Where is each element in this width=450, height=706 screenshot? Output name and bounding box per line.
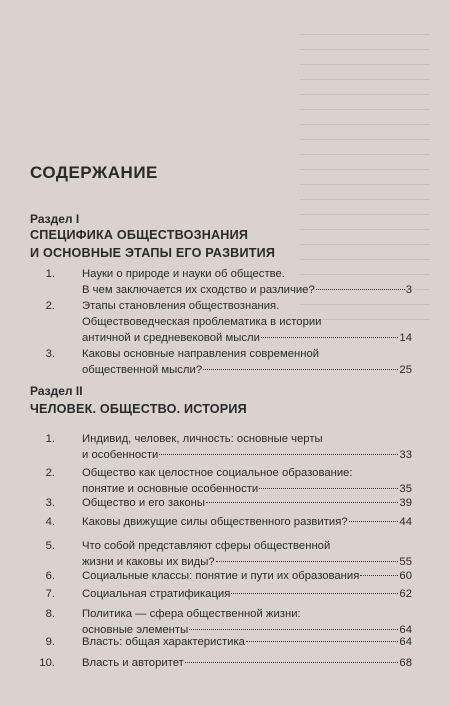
page-number: 62 bbox=[399, 588, 412, 600]
toc-entry-number: 8. bbox=[45, 608, 55, 620]
dot-leader bbox=[185, 662, 399, 663]
dot-leader bbox=[316, 289, 405, 290]
page-title: СОДЕРЖАНИЕ bbox=[30, 163, 158, 182]
toc-entry-title bbox=[82, 495, 412, 511]
dot-leader bbox=[206, 502, 398, 503]
toc-entry-line: Социальная стратификация bbox=[82, 588, 231, 600]
toc-entry-title bbox=[82, 538, 412, 570]
toc-entry-line: В чем заключается их сходство и различие? bbox=[82, 284, 315, 296]
toc-entry-line: Каковы движущие силы общественного развития? bbox=[82, 516, 348, 528]
toc-entry-line: Этапы становления обществознания. bbox=[82, 300, 280, 312]
toc-entry-title bbox=[82, 655, 412, 671]
toc-entry-line: Власть: общая характеристика bbox=[82, 636, 245, 648]
toc-entry-line: Науки о природе и науки об обществе. bbox=[82, 268, 285, 280]
toc-entry-number: 1. bbox=[45, 268, 55, 280]
toc-entry-line: Социальные классы: понятие и пути их образования bbox=[82, 570, 360, 582]
page-number: 64 bbox=[399, 624, 412, 636]
page-number: 68 bbox=[399, 657, 412, 669]
toc-entry-line: Общество как целостное социальное образование: bbox=[82, 467, 353, 479]
dot-leader bbox=[203, 369, 398, 370]
dot-leader bbox=[231, 593, 398, 594]
section-1-title: СПЕЦИФИКА ОБЩЕСТВОЗНАНИЯ И ОСНОВНЫЕ ЭТАПЫ ЕГО РАЗВИТИЯ bbox=[30, 228, 276, 260]
toc-entry-number: 3. bbox=[45, 348, 55, 360]
toc-entry-number: 4. bbox=[45, 516, 55, 528]
toc-entry-title bbox=[82, 346, 412, 378]
section-2-label: Раздел II bbox=[30, 384, 83, 398]
dot-leader bbox=[189, 629, 398, 630]
toc-entry-line: жизни и каковы их виды? bbox=[82, 556, 215, 568]
dot-leader bbox=[360, 575, 398, 576]
toc-entry-line: и особенности bbox=[82, 449, 159, 461]
toc-entry-line: общественной мысли? bbox=[82, 364, 203, 376]
toc-entry-line: Что собой представляют сферы общественной bbox=[82, 540, 331, 552]
toc-entry-title bbox=[82, 266, 412, 298]
toc-entry-title bbox=[82, 465, 412, 497]
page-number: 60 bbox=[399, 570, 412, 582]
toc-entry-title bbox=[82, 568, 412, 584]
page-number: 55 bbox=[399, 556, 412, 568]
page-number: 3 bbox=[405, 284, 412, 296]
toc-entry-title bbox=[82, 586, 412, 602]
toc-entry-number: 7. bbox=[45, 588, 55, 600]
toc-entry-line: Политика — сфера общественной жизни: bbox=[82, 608, 301, 620]
dot-leader bbox=[246, 641, 398, 642]
toc-entry-number: 2. bbox=[45, 467, 55, 479]
toc-entry-number: 6. bbox=[45, 570, 55, 582]
section-2-title: ЧЕЛОВЕК. ОБЩЕСТВО. ИСТОРИЯ bbox=[30, 402, 247, 416]
toc-entry-number: 5. bbox=[45, 540, 55, 552]
toc-entry-number: 9. bbox=[45, 636, 55, 648]
toc-entry-line: античной и средневековой мысли bbox=[82, 332, 260, 344]
page-number: 33 bbox=[399, 449, 412, 461]
dot-leader bbox=[259, 488, 398, 489]
dot-leader bbox=[159, 454, 398, 455]
section-1-label: Раздел I bbox=[30, 212, 80, 226]
toc-entry-title bbox=[82, 634, 412, 650]
toc-entry-title bbox=[82, 514, 412, 530]
page-number: 35 bbox=[399, 483, 412, 495]
toc-entry-line: основные элементы bbox=[82, 624, 189, 636]
toc-entry-line: Каковы основные направления современной bbox=[82, 348, 320, 360]
dot-leader bbox=[216, 561, 399, 562]
toc-entry-title bbox=[82, 431, 412, 463]
toc-entry-number: 2. bbox=[45, 300, 55, 312]
toc-entry-line: Власть и авторитет bbox=[82, 657, 184, 669]
toc-entry-line: Обществоведческая проблематика в истории bbox=[82, 316, 322, 328]
toc-entry-line: Индивид, человек, личность: основные черты bbox=[82, 433, 323, 445]
page-number: 25 bbox=[399, 364, 412, 376]
toc-entry-title bbox=[82, 298, 412, 346]
page-number: 14 bbox=[399, 332, 412, 344]
dot-leader bbox=[261, 337, 398, 338]
toc-entry-line: понятие и основные особенности bbox=[82, 483, 259, 495]
toc-entry-number: 10. bbox=[39, 657, 55, 669]
toc-entry-number: 1. bbox=[45, 433, 55, 445]
page-number: 39 bbox=[399, 497, 412, 509]
dot-leader bbox=[349, 521, 399, 522]
page-number: 64 bbox=[399, 636, 412, 648]
toc-entry-line: Общество и его законы bbox=[82, 497, 206, 509]
page-number: 44 bbox=[399, 516, 412, 528]
toc-entry-number: 3. bbox=[45, 497, 55, 509]
